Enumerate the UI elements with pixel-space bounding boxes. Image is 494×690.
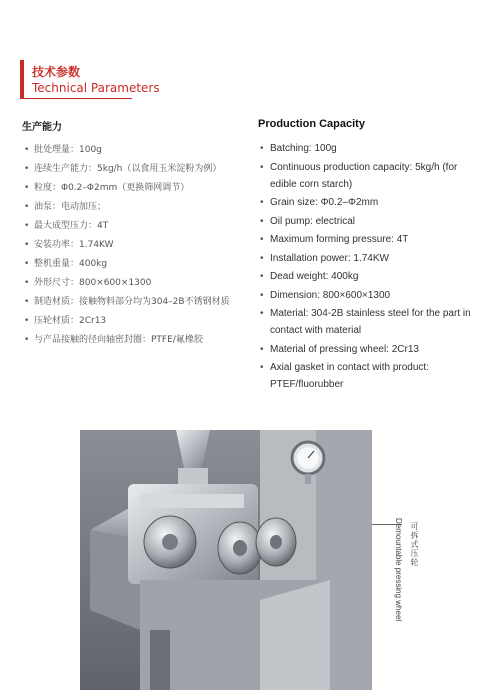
list-item: • 安装功率：1.74KW (22, 238, 252, 252)
callout-label-zh: 可拆式压轮 (410, 522, 419, 567)
list-item: • Material of pressing wheel: 2Cr13 (258, 341, 478, 358)
english-section-title: Production Capacity (258, 118, 365, 130)
list-item: • 批处理量：100g (22, 143, 252, 157)
list-item: • 最大成型压力：4T (22, 219, 252, 233)
callout-label-en: Demountable pressing wheel (394, 518, 403, 622)
list-item: • Batching: 100g (258, 140, 478, 157)
header-accent-bar (20, 60, 24, 98)
list-item: • Axial gasket in contact with product: PTEF/fluorubber (258, 359, 478, 393)
list-item: • Dimension: 800×600×1300 (258, 287, 478, 304)
chinese-section-title: 生产能力 (22, 122, 62, 133)
list-item: • 连续生产能力：5kg/h（以食用玉米淀粉为例） (22, 162, 252, 176)
english-parameter-list (258, 140, 478, 393)
list-item: • 外形尺寸：800×600×1300 (22, 276, 252, 290)
chinese-parameter-list (22, 143, 252, 347)
header-title-en: Technical Parameters (32, 81, 160, 95)
list-item: • 整机重量：400kg (22, 257, 252, 271)
list-item: • 油泵：电动加压； (22, 200, 252, 214)
list-item: • Oil pump: electrical (258, 213, 478, 230)
list-item: • 与产品接触的径向轴密封圈：PTFE/氟橡胶 (22, 333, 252, 347)
english-parameters-column (258, 118, 478, 395)
list-item: • Dead weight: 400kg (258, 268, 478, 285)
list-item: • Grain size: Φ0.2–Φ2mm (258, 194, 478, 211)
header-underline (20, 98, 132, 99)
list-item: • Material: 304-2B stainless steel for the part in contact with material (258, 305, 478, 339)
list-item: • Installation power: 1.74KW (258, 250, 478, 267)
header-title-zh: 技术参数 (32, 65, 81, 79)
chinese-parameters-column (22, 118, 252, 352)
list-item: • 粒度：Φ0.2–Φ2mm（更换筛网调节） (22, 181, 252, 195)
list-item: • Continuous production capacity: 5kg/h (for edible corn starch) (258, 159, 478, 193)
list-item: • 压轮材质：2Cr13 (22, 314, 252, 328)
machine-photo (80, 430, 372, 690)
list-item: • Maximum forming pressure: 4T (258, 231, 478, 248)
list-item: • 制造材质：接触物料部分均为304–2B不锈钢材质 (22, 295, 252, 309)
